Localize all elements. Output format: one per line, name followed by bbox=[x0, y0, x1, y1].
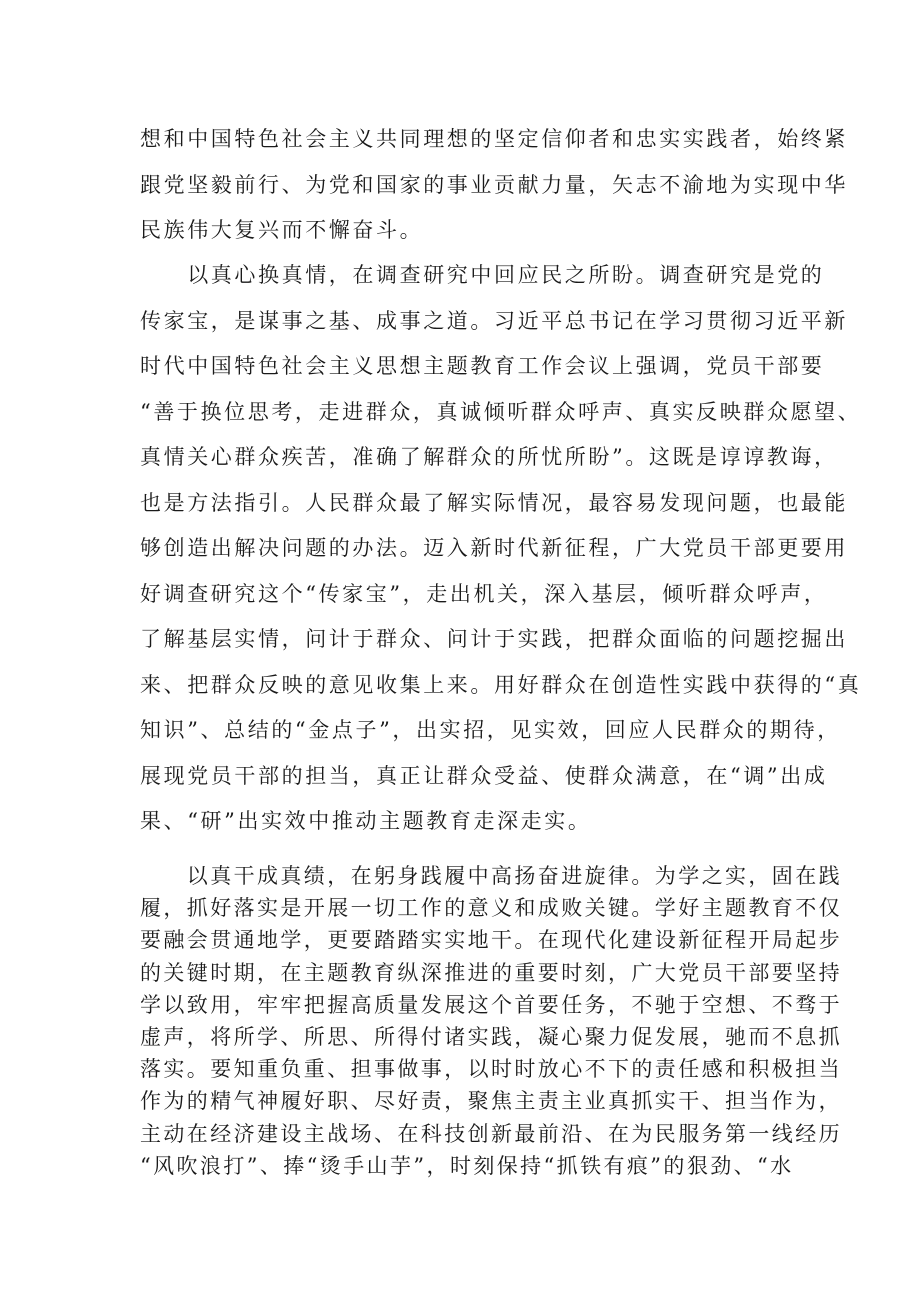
text-line: 想和中国特色社会主义共同理想的坚定信仰者和忠实实践者，始终紧 bbox=[140, 127, 848, 151]
paragraph-continuation bbox=[140, 117, 848, 254]
text-line: 真情关心群众疾苦，准确了解群众的所忧所盼”。这既是谆谆教诲， bbox=[140, 445, 838, 469]
text-line: 以真干成真绩，在躬身践履中高扬奋进旋律。为学之实，固在践 bbox=[140, 864, 842, 888]
text-line: 时代中国特色社会主义思想主题教育工作会议上强调，党员干部要 bbox=[140, 354, 825, 378]
text-line: 够创造出解决问题的办法。迈入新时代新征程，广大党员干部更要用 bbox=[140, 536, 848, 560]
text-line: 虚声，将所学、所思、所得付诸实践，凝心聚力促发展，驰而不息抓 bbox=[140, 1025, 842, 1050]
text-line: 知识”、总结的“金点子”，出实招，见实效，回应人民群众的期待， bbox=[140, 718, 841, 742]
text-line: 的关键时期，在主题教育纵深推进的重要时刻，广大党员干部要坚持 bbox=[140, 960, 842, 985]
text-line: 主动在经济建设主战场、在科技创新最前沿、在为民服务第一线经历 bbox=[140, 1121, 842, 1146]
text-line: 要融会贯通地学，更要踏踏实实地干。在现代化建设新征程开局起步 bbox=[140, 928, 842, 953]
text-line: 履，抓好落实是开展一切工作的意义和成败关键。学好主题教育不仅 bbox=[140, 896, 842, 921]
text-line: 了解基层实情，问计于群众、问计于实践，把群众面临的问题挖掘出 bbox=[140, 627, 848, 651]
text-line: 好调查研究这个“传家宝”，走出机关，深入基层，倾听群众呼声， bbox=[140, 581, 828, 606]
text-line: 跟党坚毅前行、为党和国家的事业贡献力量，矢志不渝地为实现中华 bbox=[140, 172, 848, 197]
text-line: 展现党员干部的担当，真正让群众受益、使群众满意，在“调”出成 bbox=[140, 763, 828, 788]
text-line: 也是方法指引。人民群众最了解实际情况，最容易发现问题，也最能 bbox=[140, 490, 848, 515]
paragraph-investigation bbox=[140, 253, 862, 845]
text-line: 民族伟大复兴而不懈奋斗。 bbox=[140, 218, 424, 242]
text-line: 传家宝，是谋事之基、成事之道。习近平总书记在学习贯彻习近平新 bbox=[140, 308, 848, 333]
text-line: 果、“研”出实效中推动主题教育走深走实。 bbox=[140, 809, 592, 833]
text-line: 作为的精气神履好职、尽好责，聚焦主责主业真抓实干、担当作为， bbox=[140, 1089, 842, 1114]
text-line: 落实。要知重负重、担事做事，以时时放心不下的责任感和积极担当 bbox=[140, 1057, 842, 1082]
text-line: 学以致用，牢牢把握高质量发展这个首要任务，不驰于空想、不骛于 bbox=[140, 992, 842, 1017]
paragraph-practice bbox=[140, 860, 842, 1182]
text-line: “善于换位思考，走进群众，真诚倾听群众呼声、真实反映群众愿望、 bbox=[140, 399, 862, 424]
text-line: “风吹浪打”、捧“烫手山芋”，时刻保持“抓铁有痕”的狠劲、“水 bbox=[140, 1153, 794, 1178]
text-line: 以真心换真情，在调查研究中回应民之所盼。调查研究是党的 bbox=[140, 263, 825, 287]
text-line: 来、把群众反映的意见收集上来。用好群众在创造性实践中获得的“真 bbox=[140, 672, 862, 697]
